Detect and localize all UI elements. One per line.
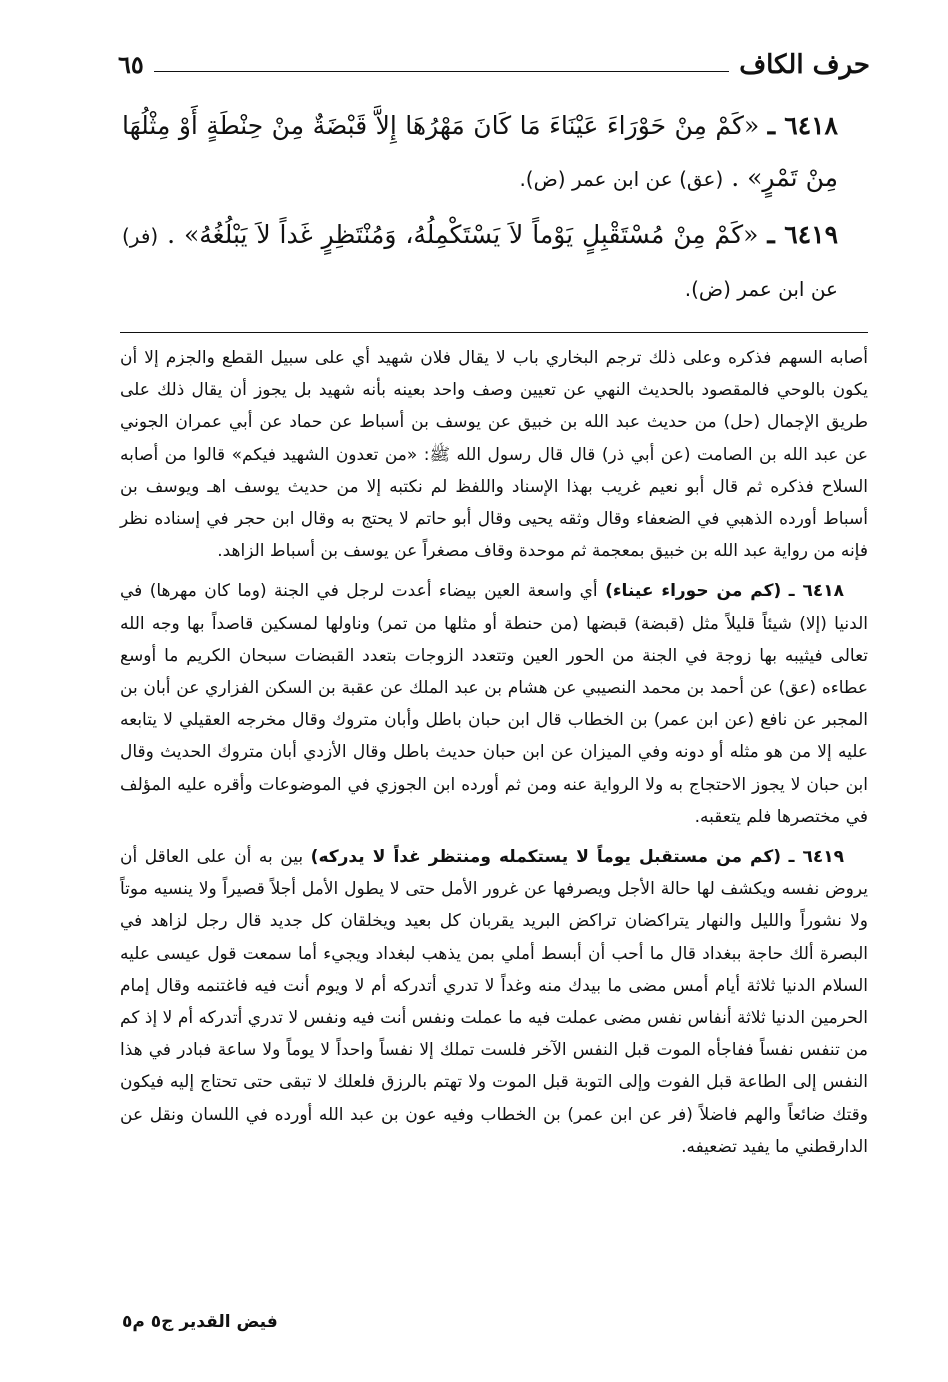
commentary-text: أي واسعة العين بيضاء أعدت لرجل في الجنة (وما كان مهرها) في الدنيا (إلا) شيئاً قليلاً مثل (قبضة) قبضها (من حنطة أو مثلها من تمر) وناولها لمسكين قاصداً بها وجه الله تعالى فيثيبه بها زوجة في الجنة من الحور العين وتتعدد الزوجات بتعدد القبضات سبحان الكريم ما أوسع عطاءه (عق) عن أحمد بن محمد النصيبي عن هشام بن عبد الملك عن عقبة بن السكن الفزاري عن أبان بن المجبر عن نافع (عن ابن عمر) بن الخطاب قال ابن حبان باطل وأبان متروك وقال مخرجه العقيلي لا يتابعه عليه إلا من هو مثله أو دونه وفي الميزان عن ابن حبان حديث باطل وقال الأزدي أبان متروك الحديث وقال ابن حبان لا يجوز الاحتجاج به ولا الرواية عنه ومن ثم أورده ابن الجوزي في الموضوعات وأقره عليه المؤلف في مختصرها فلم يتعقبه. bbox=[120, 581, 868, 827]
commentary-quote: (كم من حوراء عيناء) bbox=[605, 581, 782, 602]
hadith-text: «كَمْ مِنْ حَوْرَاءَ عَيْنَاءَ مَا كَانَ مَهْرُهَا إِلاَّ قَبْضَةٌ مِنْ حِنْطَةٍ أَوْ مِثْلُهَا مِنْ تَمْرٍ» . bbox=[122, 111, 838, 192]
hadith-number: ٦٤١٩ ـ bbox=[767, 220, 839, 249]
running-header bbox=[118, 42, 870, 82]
hadith-source: (فر) عن ابن عمر (ض). bbox=[122, 224, 838, 301]
commentary-text: بين به أن على العاقل أن يروض نفسه ويكشف لها حالة الأجل ويصرفها عن غرور الأمل حتى لا يطول الأمل أجلاً قصيراً ولا ينسيه موتاً ولا نشوراً والليل والنهار يتراكضان تراكض البريد يقربان كل بعيد ويخلقان كل جديد قال رجل لزاهد في البصرة ألك حاجة ببغداد قال ما أحب أن أبسط أملي بمن يذهب لبغداد ويجيء أما سمعت قول عيسى عليه السلام الدنيا ثلاثة أيام أمس مضى ما بيدك منه وغداً لا تدري أتدركه أم لا ويوم أنت فيه فاغتنمه وقال إمام الحرمين الدنيا ثلاثة أنفاس نفس مضى عملت فيه ما عملت ونفس أنت فيه ونفس لا تدري أتدركه أم لا إذ كم من تنفس نفساً ففاجأه الموت قبل النفس الآخر فلست تملك إلا نفساً واحداً لا يوماً ولا ساعة فبادر في هذا النفس إلى الطاعة قبل الفوت وإلى التوبة قبل الموت ولا تهتم بالرزق فلعلك لا تبقى حتى تحتاج إليه فيكون وقتك ضائعاً والهم فاضلاً (فر عن ابن عمر) بن الخطاب وفيه عون بن عبد الله أورده في اللسان ونقل عن الدارقطني ما يفيد تضعيفه. bbox=[120, 847, 868, 1157]
commentary-section bbox=[120, 342, 868, 1163]
chapter-title: حرف الكاف bbox=[739, 50, 870, 80]
page-number: ٦٥ bbox=[118, 50, 144, 79]
hadith-6419 bbox=[122, 209, 838, 315]
hadith-6418 bbox=[122, 100, 838, 205]
hadith-section bbox=[122, 100, 838, 319]
header-rule bbox=[154, 71, 729, 72]
hadith-source: (عق) عن ابن عمر (ض). bbox=[519, 167, 724, 191]
hadith-text: «كَمْ مِنْ مُسْتَقْبِلٍ يَوْماً لاَ يَسْتَكْمِلُهُ، وَمُنْتَظِرٍ غَداً لاَ يَبْلُغُهُ» . bbox=[167, 220, 759, 249]
commentary-6419 bbox=[120, 841, 868, 1163]
printer-signature: فيض القدير ج٥ م٥ bbox=[122, 1312, 278, 1332]
commentary-separator bbox=[120, 332, 868, 333]
commentary-entry-number: ٦٤١٩ ـ bbox=[788, 847, 844, 868]
commentary-quote: (كم من مستقبل يوماً لا يستكمله ومنتظر غداً لا يدركه) bbox=[310, 847, 782, 868]
commentary-continuation: أصابه السهم فذكره وعلى ذلك ترجم البخاري باب لا يقال فلان شهيد أي على سبيل القطع والجزم إلا أن يكون بالوحي فالمقصود بالحديث النهي عن تعيين وصف واحد بعينه بأنه شهيد بل يجوز أن يقال ذلك على طريق الإجمال (حل) من حديث عبد الله بن خبيق عن يوسف بن أسباط عن حماد عن أبي عمران الجوني عن عبد الله بن الصامت (عن أبي ذر) قال قال رسول الله ﷺ: «من تعدون الشهيد فيكم» قالوا من أصابه السلاح فذكره ثم قال أبو نعيم غريب بهذا الإسناد واللفظ لم نكتبه إلا من حديث يوسف اهـ ويوسف بن أسباط أورده الذهبي في الضعفاء وقال وثقه يحيى وقال أبو حاتم لا يحتج به وقال ابن حجر في إسناده نظر فإنه من رواية عبد الله بن خبيق بمعجمة ثم موحدة وقاف مصغراً عن يوسف بن أسباط الزاهد. bbox=[120, 348, 868, 562]
commentary-entry-number: ٦٤١٨ ـ bbox=[788, 581, 845, 602]
hadith-number: ٦٤١٨ ـ bbox=[767, 111, 838, 140]
commentary-6418 bbox=[120, 575, 868, 833]
